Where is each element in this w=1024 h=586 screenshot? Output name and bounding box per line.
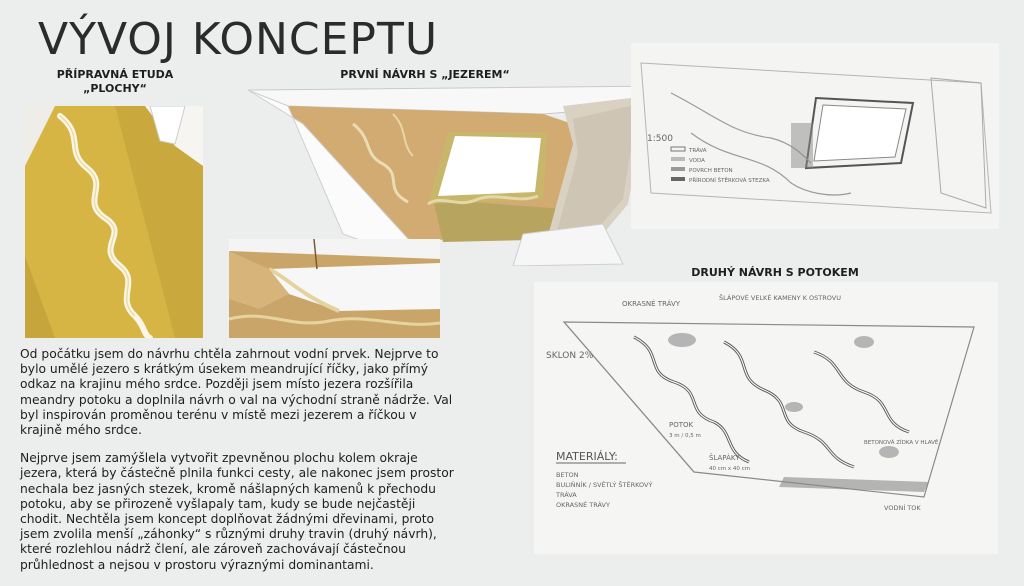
sketch-label-stepping-dims: 40 cm x 40 cm [709, 466, 751, 472]
legend-item-gravel-path: PŘÍRODNÍ ŠTĚRKOVÁ STEZKA [689, 178, 770, 184]
first-design-sketch [631, 43, 999, 229]
first-sketch-drawing [631, 43, 999, 229]
sketch-label-stepping-stones: ŠLÁPOVÉ VELKÉ KAMENY K OSTROVU [719, 294, 841, 302]
sketch-label-slope: SKLON 2% [546, 351, 594, 361]
sketch-label-concrete-wall: BETONOVÁ ZÍDKA V HLAVĚ [864, 440, 939, 446]
sketch-label-ornamental-grass: OKRASNÉ TRÁVY [622, 300, 681, 308]
material-item-grass: TRÁVA [556, 491, 577, 499]
model-closeup-illustration [229, 239, 440, 338]
second-design-sketch [534, 282, 998, 554]
material-item-concrete: BETON [556, 471, 579, 479]
etuda-caption-line1: PŘÍPRAVNÁ ETUDA [56, 68, 174, 81]
page-title: VÝVOJ KONCEPTU [38, 14, 439, 65]
description-paragraph-2: Nejprve jsem zamýšlela vytvořit zpevněnou plochu kolem okraje jezera, která by částečně plnila funkci cesty, ale nakonec jsem prostor nechala bez jasných stezek, kromě nášlapných kamenů k přechodu potoku, aby se přirozeně vyšlapaly tam, kudy se bude nejčastěji chodit. Nechtěla jsem koncept doplňovat žádnými dřevinami, proto jsem zvolila menší „záhonky“ s různými druhy travin (druhý návrh), které rozlehlou nádrž člení, ale zároveň zachovávají částečnou průhlednost a nejsou v prostoru výraznými dominantami. [20, 451, 454, 572]
sketch-label-stream: POTOK [669, 421, 694, 429]
first-design-caption: PRVNÍ NÁVRH S „JEZEREM“ [340, 68, 510, 81]
etuda-caption [40, 68, 190, 96]
first-sketch-scale: 1:500 [647, 134, 673, 144]
material-item-gravel: BULIŇNÍK / SVĚTLÝ ŠTĚRKOVÝ [556, 481, 653, 489]
etuda-caption-line2: „PLOCHY“ [83, 82, 147, 95]
second-sketch-drawing [534, 282, 998, 554]
description-paragraph-1: Od počátku jsem do návrhu chtěla zahrnout vodní prvek. Nejprve to bylo umělé jezero s krátkým úsekem meandrující říčky, jako přímý odkaz na krajinu mého srdce. Později jsem místo jezera rozšířila meandry potoku a doplnila návrh o val na východní straně nádrže. Val byl inspirován proměnou terénu v místě mezi jezerem a říčkou v krajině mého srdce. [20, 347, 453, 438]
etuda-photo [25, 106, 203, 338]
etuda-model-illustration [25, 106, 203, 338]
material-item-ornamental-grasses: OKRASNÉ TRÁVY [556, 501, 610, 509]
legend-item-grass: TRÁVA [689, 148, 707, 154]
sketch-label-water-inflow: VODNÍ TOK [884, 504, 921, 512]
description-text [20, 347, 460, 586]
legend-item-water: VODA [689, 158, 705, 164]
sketch-label-stream-dims: 3 m / 0,5 m [669, 433, 701, 439]
legend-item-concrete: POVRCH BETON [689, 168, 733, 174]
sketch-label-stepping: ŠLAPÁKY [709, 454, 740, 462]
second-design-caption: DRUHÝ NÁVRH S POTOKEM [691, 266, 859, 279]
model-closeup-photo [229, 239, 440, 338]
materials-title: MATERIÁLY: [556, 450, 618, 463]
